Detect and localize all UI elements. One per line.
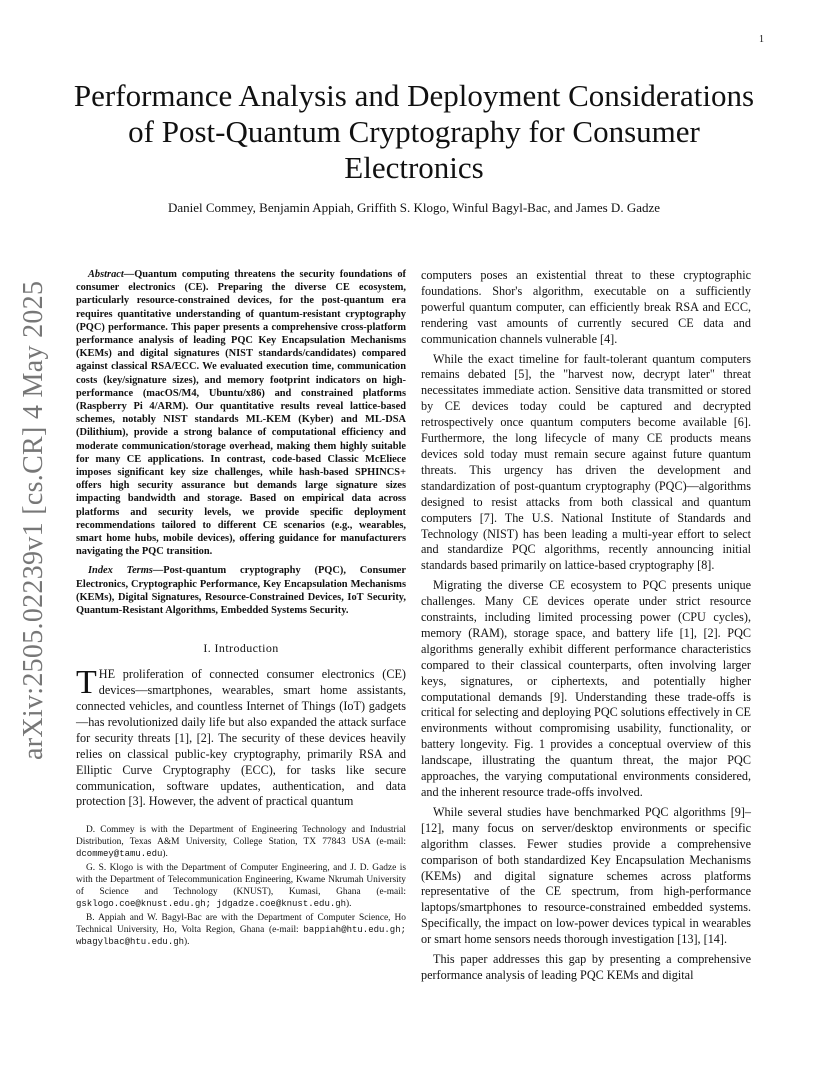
right-column xyxy=(421,268,751,988)
footnotes xyxy=(76,824,406,948)
intro-paragraph-2: computers poses an existential threat to these cryptographic foundations. Shor's algorithm, executable on a sufficiently powerful quantum computer, can efficiently break RSA and ECC, rendering vast amounts of currently secured CE data and communication channels vulnerable [4]. xyxy=(421,268,751,346)
intro-paragraph-5: While several studies have benchmarked PQC algorithms [9]–[12], many focus on server/desktop environments or specific algorithm classes. Fewer studies provide a comprehensive comparison of both standardized Key Encapsulation Mechanisms (KEMs) and digital signature schemes across platforms representative of the CE spectrum, from high-performance laptops/smartphones to resource-constrained embedded systems. Specifically, the impact on low-power devices typical in wearables or smart home sensors needs thorough investigation [13], [14]. xyxy=(421,804,751,947)
index-terms-label: Index Terms— xyxy=(88,565,164,577)
paper-title: Performance Analysis and Deployment Considerations of Post-Quantum Cryptography for Consumer Electronics xyxy=(73,78,755,185)
intro-paragraph-3: While the exact timeline for fault-tolerant quantum computers remains debated [5], the "harvest now, decrypt later" threat necessitates immediate action. Sensitive data transmitted or stored by CE devices today could be captured and decrypted retrospectively once quantum computers become available [6]. Furthermore, the long lifecycle of many CE products means devices sold today must remain secure against future quantum threats. This urgency has driven the development and standardization of post-quantum cryptography (PQC)—algorithms designed to resist attacks from both classical and quantum computers [7]. The U.S. National Institute of Standards and Technology (NIST) has been leading a multi-year effort to select and standardize PQC algorithms, recently announcing initial standards based primarily on lattice-based cryptography [8]. xyxy=(421,351,751,573)
footnote-commey xyxy=(76,824,406,860)
index-terms xyxy=(76,564,406,617)
intro-paragraph-1-text: HE proliferation of connected consumer electronics (CE) devices—smartphones, wearables, smart home assistants, connected vehicles, and countless Internet of Things (IoT) gadgets—has revolutionized daily life but also expanded the attack surface for security threats [1], [2]. The security of these devices heavily relies on classical public-key cryptography, primarily RSA and Elliptic Curve Cryptography (ECC), for tasks like secure communication, software updates, authentication, and data protection [3]. However, the advent of practical quantum xyxy=(76,667,406,809)
footnote-commey-text: D. Commey is with the Department of Engineering Technology and Industrial Distribution, Texas A&M University, College Station, TX 77843 USA (e-mail: xyxy=(76,825,406,848)
drop-cap: T xyxy=(76,664,97,702)
left-column xyxy=(76,268,406,950)
intro-paragraph-4: Migrating the diverse CE ecosystem to PQC presents unique challenges. Many CE devices operate under strict resource constraints, including limited processing power (CPU cycles), memory (RAM), storage space, and battery life [1], [2]. PQC algorithms generally exhibit different performance characteristics compared to their classical counterparts, often involving larger keys, signatures, or ciphertexts, and potentially higher computational demands [9]. Understanding these trade-offs is critical for selecting and deploying PQC solutions effectively in CE environments without compromising usability, functionality, or battery longevity. Fig. 1 provides a conceptual overview of this landscape, illustrating the quantum threat, the major PQC approaches, the varying computational environments considered, and the inherent resource trade-offs involved. xyxy=(421,578,751,799)
abstract-text: Quantum computing threatens the security foundations of consumer electronics (CE). Preparing the diverse CE ecosystem, particularly resource-constrained devices, for the post-quantum era requires quantitative understanding of quantum-resistant cryptography (PQC) performance. This paper presents a comprehensive cross-platform performance analysis of leading PQC Key Encapsulation Mechanisms (KEMs) and digital signatures (NIST standards/candidates) compared against classical RSA/ECC. We evaluated execution time, communication costs (key/signature sizes), and memory footprint indicators on high-performance (macOS/M4, Ubuntu/x86) and constrained platforms (Raspberry Pi 4/ARM). Our quantitative results reveal lattice-based schemes, notably NIST standards ML-KEM (Kyber) and ML-DSA (Dilithium), provide a strong balance of computational efficiency and moderate communication/storage overhead, making them highly suitable for many CE applications. In contrast, code-based Classic McEliece imposes significant key size challenges, while hash-based SPHINCS+ offers high security assurance but demands large signature sizes impacting bandwidth and storage. Based on empirical data across platforms and security levels, we provide specific deployment recommendations tailored to different CE scenarios (e.g., wearables, smart home hubs, mobile devices), offering guidance for manufacturers navigating the PQC transition. xyxy=(76,269,406,558)
footnote-appiah-bagylbac xyxy=(76,912,406,948)
page-number: 1 xyxy=(759,34,764,45)
author-list: Daniel Commey, Benjamin Appiah, Griffith S. Klogo, Winful Bagyl-Bac, and James D. Gadze xyxy=(167,200,661,215)
abstract-label: Abstract— xyxy=(88,269,135,280)
arxiv-identifier: arXiv:2505.02239v1 [cs.CR] 4 May 2025 xyxy=(18,280,49,760)
footnote-klogo-gadze-text: G. S. Klogo is with the Department of Computer Engineering, and J. D. Gadze is with the Department of Telecommunication Engineering, Kwame Nkrumah University of Science and Technology (KNUST), Kumasi, Ghana (e-mail: xyxy=(76,863,406,898)
footnote-klogo-gadze xyxy=(76,862,406,910)
footnote-klogo-gadze-email[interactable]: gsklogo.coe@knust.edu.gh; jdgadze.coe@knust.edu.gh xyxy=(76,899,347,910)
footnote-appiah-bagylbac-text: B. Appiah and W. Bagyl-Bac are with the Department of Computer Science, Ho Technical University, Ho, Volta Region, Ghana (e-mail: xyxy=(76,913,406,936)
footnote-klogo-gadze-end: ). xyxy=(346,899,352,910)
footnote-appiah-bagylbac-end: ). xyxy=(184,937,190,948)
footnote-commey-email[interactable]: dcommey@tamu.edu xyxy=(76,849,163,860)
index-terms-text: Post-quantum cryptography (PQC), Consumer Electronics, Cryptographic Performance, Key Encapsulation Mechanisms (KEMs), Digital Signatures, Resource-Constrained Devices, IoT Security, Quantum-Resistant Algorithms, Embedded Systems Security. xyxy=(76,565,406,617)
abstract xyxy=(76,268,406,558)
footnote-commey-end: ). xyxy=(162,849,168,860)
intro-paragraph-1 xyxy=(76,664,406,810)
footnote-appiah-bagylbac-email[interactable]: bappiah@htu.edu.gh; wbagylbac@htu.edu.gh xyxy=(76,925,407,948)
section-heading-introduction: I. Introduction xyxy=(203,641,279,656)
intro-paragraph-6: This paper addresses this gap by presenting a comprehensive performance analysis of leading PQC KEMs and digital xyxy=(421,952,751,982)
